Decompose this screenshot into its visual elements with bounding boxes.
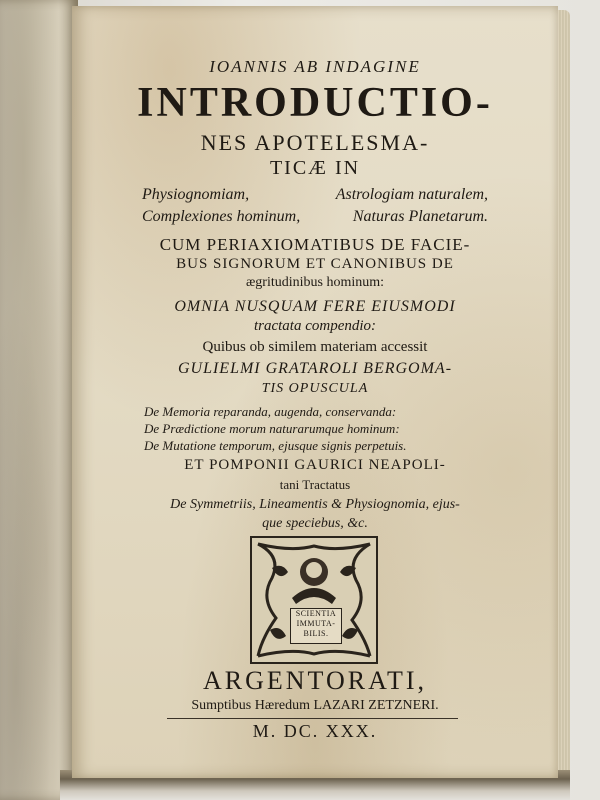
pomponii-line-1: ET POMPONII GAURICI NEAPOLI- <box>184 457 446 473</box>
opuscula-item-mutatione: De Mutatione temporum, ejusque signis perpetuis. <box>144 438 407 453</box>
topic-complexiones: Complexiones hominum, <box>142 208 301 225</box>
title-page <box>72 6 558 778</box>
main-title: INTRODUCTIO- <box>137 80 493 126</box>
pomponii-line-2: tani Tractatus <box>279 477 351 492</box>
topic-astrologiam: Astrologiam naturalem, <box>335 186 488 203</box>
author-line: IOANNIS AB INDAGINE <box>209 57 421 76</box>
vellum-cover <box>0 0 78 800</box>
motto-line-1: SCIENTIA <box>295 609 337 618</box>
title-continuation: NES APOTELESMA- <box>200 130 430 155</box>
publication-year: M. DC. XXX. <box>252 721 378 741</box>
omnia-line: OMNIA NUSQUAM FERE EIUSMODI <box>174 298 456 315</box>
place-of-publication: ARGENTORATI, <box>202 666 428 695</box>
topics-row-2 <box>112 208 518 228</box>
opuscula-item-memoria: De Memoria reparanda, augenda, conservanda: <box>144 404 397 419</box>
motto-line-2: IMMUTA- <box>296 619 336 628</box>
quibus-line: Quibus ob similem materiam accessit <box>202 339 428 355</box>
printers-device-woodcut <box>250 536 378 664</box>
cum-line-3: ægritudinibus hominum: <box>245 275 385 290</box>
topic-physiognomiam: Physiognomiam, <box>142 186 250 203</box>
cum-line-1: CUM PERIAXIOMATIBUS DE FACIE- <box>159 235 471 254</box>
topic-naturas: Naturas Planetarum. <box>352 208 488 225</box>
imprint-line: Sumptibus Hæredum LAZARI ZETZNERI. <box>191 698 439 713</box>
symmetriis-line-2: que speciebus, &c. <box>262 516 368 531</box>
title-continuation-2: TICÆ IN <box>269 157 361 179</box>
opuscula-item-praedictione: De Prædictione morum naturarumque hominum: <box>144 421 400 436</box>
gulielmi-line-2: TIS OPUSCULA <box>261 381 369 396</box>
symmetriis-line-1: De Symmetriis, Lineamentis & Physiognomia, ejus- <box>170 497 460 512</box>
motto-line-3: BILIS. <box>303 629 329 638</box>
tractata-line: tractata compendio: <box>253 318 377 334</box>
device-motto <box>290 608 342 644</box>
gulielmi-line-1: GULIELMI GRATAROLI BERGOMA- <box>177 360 453 377</box>
cum-line-2: BUS SIGNORUM ET CANONIBUS DE <box>176 256 454 272</box>
topics-row-1 <box>112 186 518 206</box>
imprint-rule <box>167 718 458 719</box>
